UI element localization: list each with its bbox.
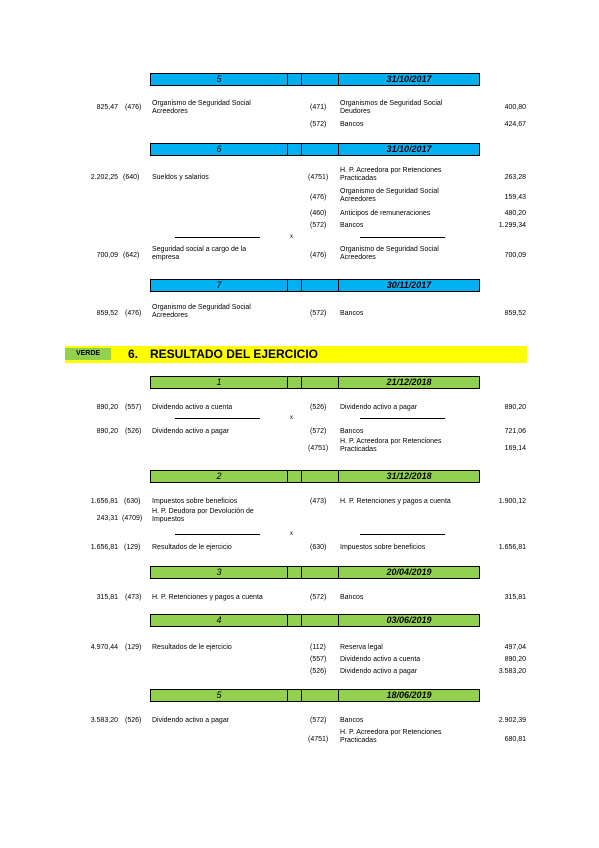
credit-amount: 1.656,81 — [498, 544, 526, 551]
debit-account-name: Organismo de Seguridad Social Acreedores — [152, 304, 251, 319]
entry-date: 31/12/2018 — [386, 471, 432, 481]
separator-mark: x — [290, 415, 293, 421]
debit-account-code: (640) — [123, 174, 140, 181]
credit-amount: 169,14 — [504, 445, 526, 452]
separator-line — [360, 237, 445, 238]
credit-account-name: Dividendo activo a pagar — [340, 404, 418, 411]
separator-line — [360, 534, 445, 535]
journal-entry-header — [150, 143, 480, 156]
credit-account-code: (112) — [310, 644, 326, 651]
credit-account-name: H. P. Acreedora por Retenciones Practicadas — [340, 438, 442, 453]
separator-line — [360, 418, 445, 419]
entry-number: 2 — [216, 471, 222, 481]
credit-amount: 480,20 — [504, 210, 526, 217]
credit-account-name: Bancos — [340, 222, 364, 229]
credit-amount: 1.299,34 — [498, 222, 526, 229]
debit-amount: 243,31 — [96, 515, 118, 522]
debit-account-code: (476) — [125, 310, 142, 317]
entry-number: 6 — [216, 144, 222, 154]
credit-account-code: (526) — [310, 404, 327, 411]
credit-amount: 263,28 — [504, 174, 526, 181]
credit-account-code: (572) — [310, 428, 327, 435]
credit-account-code: (460) — [310, 210, 327, 217]
credit-account-code: (476) — [310, 252, 327, 259]
entry-number: 7 — [216, 280, 222, 290]
entry-date: 21/12/2018 — [386, 377, 432, 387]
credit-amount: 159,43 — [504, 194, 526, 201]
credit-account-name: H. P. Acreedora por Retenciones Practicadas — [340, 729, 442, 744]
debit-account-name: Resultados de le ejercicio — [152, 544, 232, 551]
section-badge: VERDE — [65, 348, 111, 360]
credit-amount: 424,67 — [504, 121, 526, 128]
debit-account-name: Impuestos sobre beneficios — [152, 498, 238, 505]
credit-amount: 400,80 — [504, 104, 526, 111]
debit-amount: 3.583,20 — [90, 717, 118, 724]
credit-account-name: Bancos — [340, 310, 364, 317]
debit-account-name: Sueldos y salarios — [152, 174, 209, 181]
credit-account-code: (473) — [310, 498, 327, 505]
separator-line — [175, 418, 260, 419]
credit-account-code: (572) — [310, 121, 327, 128]
debit-account-name: Seguridad social a cargo de la empresa — [152, 246, 247, 261]
credit-account-code: (4751) — [308, 174, 329, 181]
separator-mark: x — [290, 531, 293, 537]
debit-account-name: Resultados de le ejercicio — [152, 644, 232, 651]
debit-account-code: (630) — [124, 498, 141, 505]
debit-amount: 315,81 — [96, 594, 118, 601]
journal-entry-header — [150, 279, 480, 292]
debit-amount: 1.656,81 — [90, 544, 118, 551]
journal-entry-header — [150, 689, 480, 702]
debit-amount: 1.656,81 — [90, 498, 118, 505]
debit-amount: 859,52 — [96, 310, 118, 317]
credit-amount: 497,04 — [504, 644, 526, 651]
journal-entry-header — [150, 566, 480, 579]
debit-amount: 4.970,44 — [90, 644, 118, 651]
credit-amount: 700,09 — [504, 252, 526, 259]
separator-line — [175, 237, 260, 238]
debit-account-name: Dividendo activo a pagar — [152, 428, 230, 435]
debit-account-name: Dividendo activo a cuenta — [152, 404, 233, 411]
credit-account-code: (471) — [310, 104, 327, 111]
credit-amount: 721,06 — [504, 428, 526, 435]
credit-account-code: (557) — [310, 656, 327, 663]
credit-account-name: Impuestos sobre beneficios — [340, 544, 426, 551]
entry-date: 30/11/2017 — [386, 280, 432, 290]
credit-account-name: H. P. Acreedora por Retenciones Practicadas — [340, 167, 442, 182]
credit-account-name: Dividendo activo a pagar — [340, 668, 418, 675]
debit-account-code: (476) — [125, 104, 142, 111]
credit-amount: 890,20 — [504, 656, 526, 663]
credit-account-name: Dividendo activo a cuenta — [340, 656, 421, 663]
credit-account-name: Bancos — [340, 121, 364, 128]
credit-account-name: Bancos — [340, 594, 364, 601]
credit-amount: 859,52 — [504, 310, 526, 317]
credit-account-code: (572) — [310, 310, 327, 317]
entry-number: 3 — [216, 567, 222, 577]
debit-account-name: Organismo de Seguridad Social Acreedores — [152, 100, 251, 115]
entry-number: 5 — [216, 690, 222, 700]
debit-account-code: (4709) — [122, 515, 143, 522]
separator-line — [175, 534, 260, 535]
credit-account-code: (572) — [310, 594, 327, 601]
debit-account-code: (129) — [125, 644, 142, 651]
credit-account-code: (572) — [310, 222, 327, 229]
credit-amount: 315,81 — [504, 594, 526, 601]
credit-account-name: Reserva legal — [340, 644, 383, 651]
debit-account-code: (526) — [125, 717, 142, 724]
credit-account-name: Bancos — [340, 428, 364, 435]
debit-amount: 825,47 — [96, 104, 118, 111]
debit-amount: 700,09 — [96, 252, 118, 259]
debit-account-code: (526) — [125, 428, 142, 435]
credit-account-code: (4751) — [308, 445, 329, 452]
debit-amount: 890,20 — [96, 404, 118, 411]
credit-amount: 680,81 — [504, 736, 526, 743]
debit-account-name: Dividendo activo a pagar — [152, 717, 230, 724]
debit-account-code: (129) — [124, 544, 141, 551]
debit-account-code: (473) — [125, 594, 142, 601]
journal-entry-header — [150, 73, 480, 86]
credit-account-name: Anticipos de remuneraciones — [340, 210, 431, 217]
entry-date: 31/10/2017 — [386, 144, 432, 154]
journal-entry-header — [150, 470, 480, 483]
debit-amount: 2.202,25 — [90, 174, 118, 181]
credit-amount: 890,20 — [504, 404, 526, 411]
credit-amount: 2.902,39 — [498, 717, 526, 724]
section-title: RESULTADO DEL EJERCICIO — [150, 347, 319, 361]
credit-account-code: (630) — [310, 544, 327, 551]
credit-amount: 3.583,20 — [498, 668, 526, 675]
entry-number: 1 — [216, 377, 222, 387]
credit-account-code: (526) — [310, 668, 327, 675]
debit-account-name: H. P. Deudora por Devolución de Impuestos — [152, 508, 254, 523]
credit-account-name: Bancos — [340, 717, 364, 724]
debit-account-code: (642) — [123, 252, 140, 259]
debit-amount: 890,20 — [96, 428, 118, 435]
credit-account-code: (572) — [310, 717, 327, 724]
entry-date: 31/10/2017 — [386, 74, 432, 84]
section-number: 6. — [128, 347, 139, 361]
credit-account-name: Organismo de Seguridad Social Acreedores — [340, 246, 439, 261]
entry-number: 4 — [216, 615, 222, 625]
credit-account-name: Organismos de Seguridad Social Deudores — [340, 100, 443, 115]
separator-mark: x — [290, 234, 293, 240]
credit-account-code: (4751) — [308, 736, 329, 743]
journal-entry-header — [150, 614, 480, 627]
debit-account-name: H. P. Retenciones y pagos a cuenta — [152, 594, 263, 601]
credit-account-name: Organismo de Seguridad Social Acreedores — [340, 188, 439, 203]
debit-account-code: (557) — [125, 404, 142, 411]
entry-number: 5 — [216, 74, 222, 84]
entry-date: 03/06/2019 — [386, 615, 432, 625]
credit-amount: 1.900,12 — [498, 498, 526, 505]
credit-account-code: (476) — [310, 194, 327, 201]
entry-date: 20/04/2019 — [386, 567, 432, 577]
credit-account-name: H. P. Retenciones y pagos a cuenta — [340, 498, 451, 505]
journal-entry-header — [150, 376, 480, 389]
entry-date: 18/06/2019 — [386, 690, 432, 700]
